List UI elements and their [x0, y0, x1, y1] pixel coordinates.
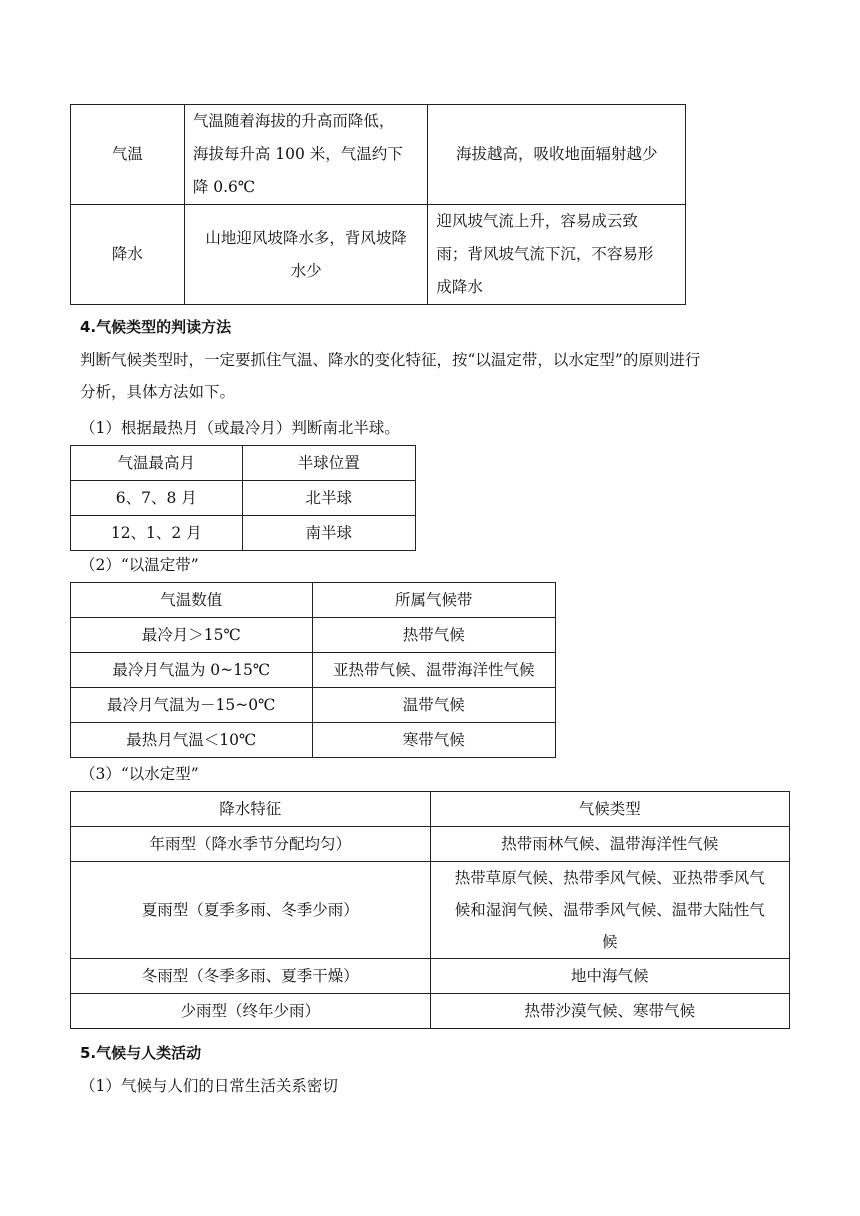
- table-row: [71, 688, 556, 723]
- pattern-line: 水少: [290, 261, 322, 280]
- section-heading: 5.气候与人类活动: [80, 1044, 202, 1062]
- table-row: [71, 516, 416, 551]
- column-header: 气温最高月: [71, 446, 243, 481]
- column-header: 半球位置: [242, 446, 415, 481]
- table-row: [71, 481, 416, 516]
- pattern-line: 海拔每升高 100 米，气温约下: [192, 145, 403, 163]
- table-row: [71, 105, 686, 205]
- pattern-line: 降 0.6℃: [192, 178, 256, 196]
- table-header-row: [71, 583, 556, 618]
- table-cell: 少雨型（终年少雨）: [71, 994, 431, 1029]
- temperature-zone-table: [70, 582, 556, 758]
- column-header: 所属气候带: [312, 583, 555, 618]
- table-row: [71, 618, 556, 653]
- table-row: [71, 205, 686, 305]
- table-cell: 最热月气温＜10℃: [71, 723, 313, 758]
- table-row: [71, 862, 790, 959]
- table-cell: 地中海气候: [430, 959, 790, 994]
- table-cell: [430, 862, 790, 959]
- table-cell: 12、1、2 月: [71, 516, 243, 551]
- table-row: [71, 827, 790, 862]
- table-row: [71, 959, 790, 994]
- reason-cell: 海拔越高，吸收地面辐射越少: [428, 105, 686, 205]
- table-cell: 最冷月气温为－15~0℃: [71, 688, 313, 723]
- table-header-row: [71, 792, 790, 827]
- step-label: （2）“以温定带”: [80, 556, 199, 574]
- table-row: [71, 994, 790, 1029]
- hemisphere-table: [70, 445, 416, 551]
- reason-line: 雨；背风坡气流下沉，不容易形: [436, 245, 654, 263]
- column-header: 气温数值: [71, 583, 313, 618]
- cell-line: 热带草原气候、热带季风气候、亚热带季风气: [454, 869, 765, 887]
- table-cell: 亚热带气候、温带海洋性气候: [312, 653, 555, 688]
- altitude-effects-table: [70, 104, 686, 305]
- column-header: 降水特征: [71, 792, 431, 827]
- table-cell: 最冷月气温为 0~15℃: [71, 653, 313, 688]
- column-header: 气候类型: [430, 792, 790, 827]
- table-row: [71, 653, 556, 688]
- pattern-cell: [184, 205, 428, 305]
- pattern-line: 气温随着海拔的升高而降低，: [192, 112, 395, 130]
- section-heading: 4.气候类型的判读方法: [80, 318, 232, 336]
- table-cell: 北半球: [242, 481, 415, 516]
- factor-cell: 气温: [71, 105, 185, 205]
- table-cell: 夏雨型（夏季多雨、冬季少雨）: [71, 862, 431, 959]
- table-cell: 冬雨型（冬季多雨、夏季干燥）: [71, 959, 431, 994]
- precipitation-type-table: [70, 791, 790, 1029]
- intro-paragraph-cont: 分析，具体方法如下。: [80, 383, 236, 401]
- table-cell: 最冷月＞15℃: [71, 618, 313, 653]
- cell-line: 候: [601, 933, 618, 951]
- table-cell: 热带气候: [312, 618, 555, 653]
- intro-paragraph: 判断气候类型时，一定要抓住气温、降水的变化特征，按“以温定带，以水定型”的原则进行: [80, 351, 701, 369]
- reason-cell: [428, 205, 686, 305]
- step-label: （3）“以水定型”: [80, 765, 199, 783]
- pattern-line: 山地迎风坡降水多，背风坡降: [205, 228, 407, 247]
- table-cell: 南半球: [242, 516, 415, 551]
- pattern-cell: [184, 105, 428, 205]
- table-header-row: [71, 446, 416, 481]
- table-cell: 热带雨林气候、温带海洋性气候: [430, 827, 790, 862]
- table-cell: 年雨型（降水季节分配均匀）: [71, 827, 431, 862]
- reason-line: 迎风坡气流上升，容易成云致: [436, 212, 638, 230]
- table-cell: 6、7、8 月: [71, 481, 243, 516]
- step-label: （1）气候与人们的日常生活关系密切: [80, 1077, 338, 1095]
- table-cell: 温带气候: [312, 688, 555, 723]
- factor-cell: 降水: [71, 205, 185, 305]
- table-cell: 寒带气候: [312, 723, 555, 758]
- cell-line: 候和湿润气候、温带季风气候、温带大陆性气: [454, 901, 765, 919]
- table-cell: 热带沙漠气候、寒带气候: [430, 994, 790, 1029]
- table-row: [71, 723, 556, 758]
- reason-line: 成降水: [436, 278, 483, 296]
- step-label: （1）根据最热月（或最冷月）判断南北半球。: [80, 419, 400, 437]
